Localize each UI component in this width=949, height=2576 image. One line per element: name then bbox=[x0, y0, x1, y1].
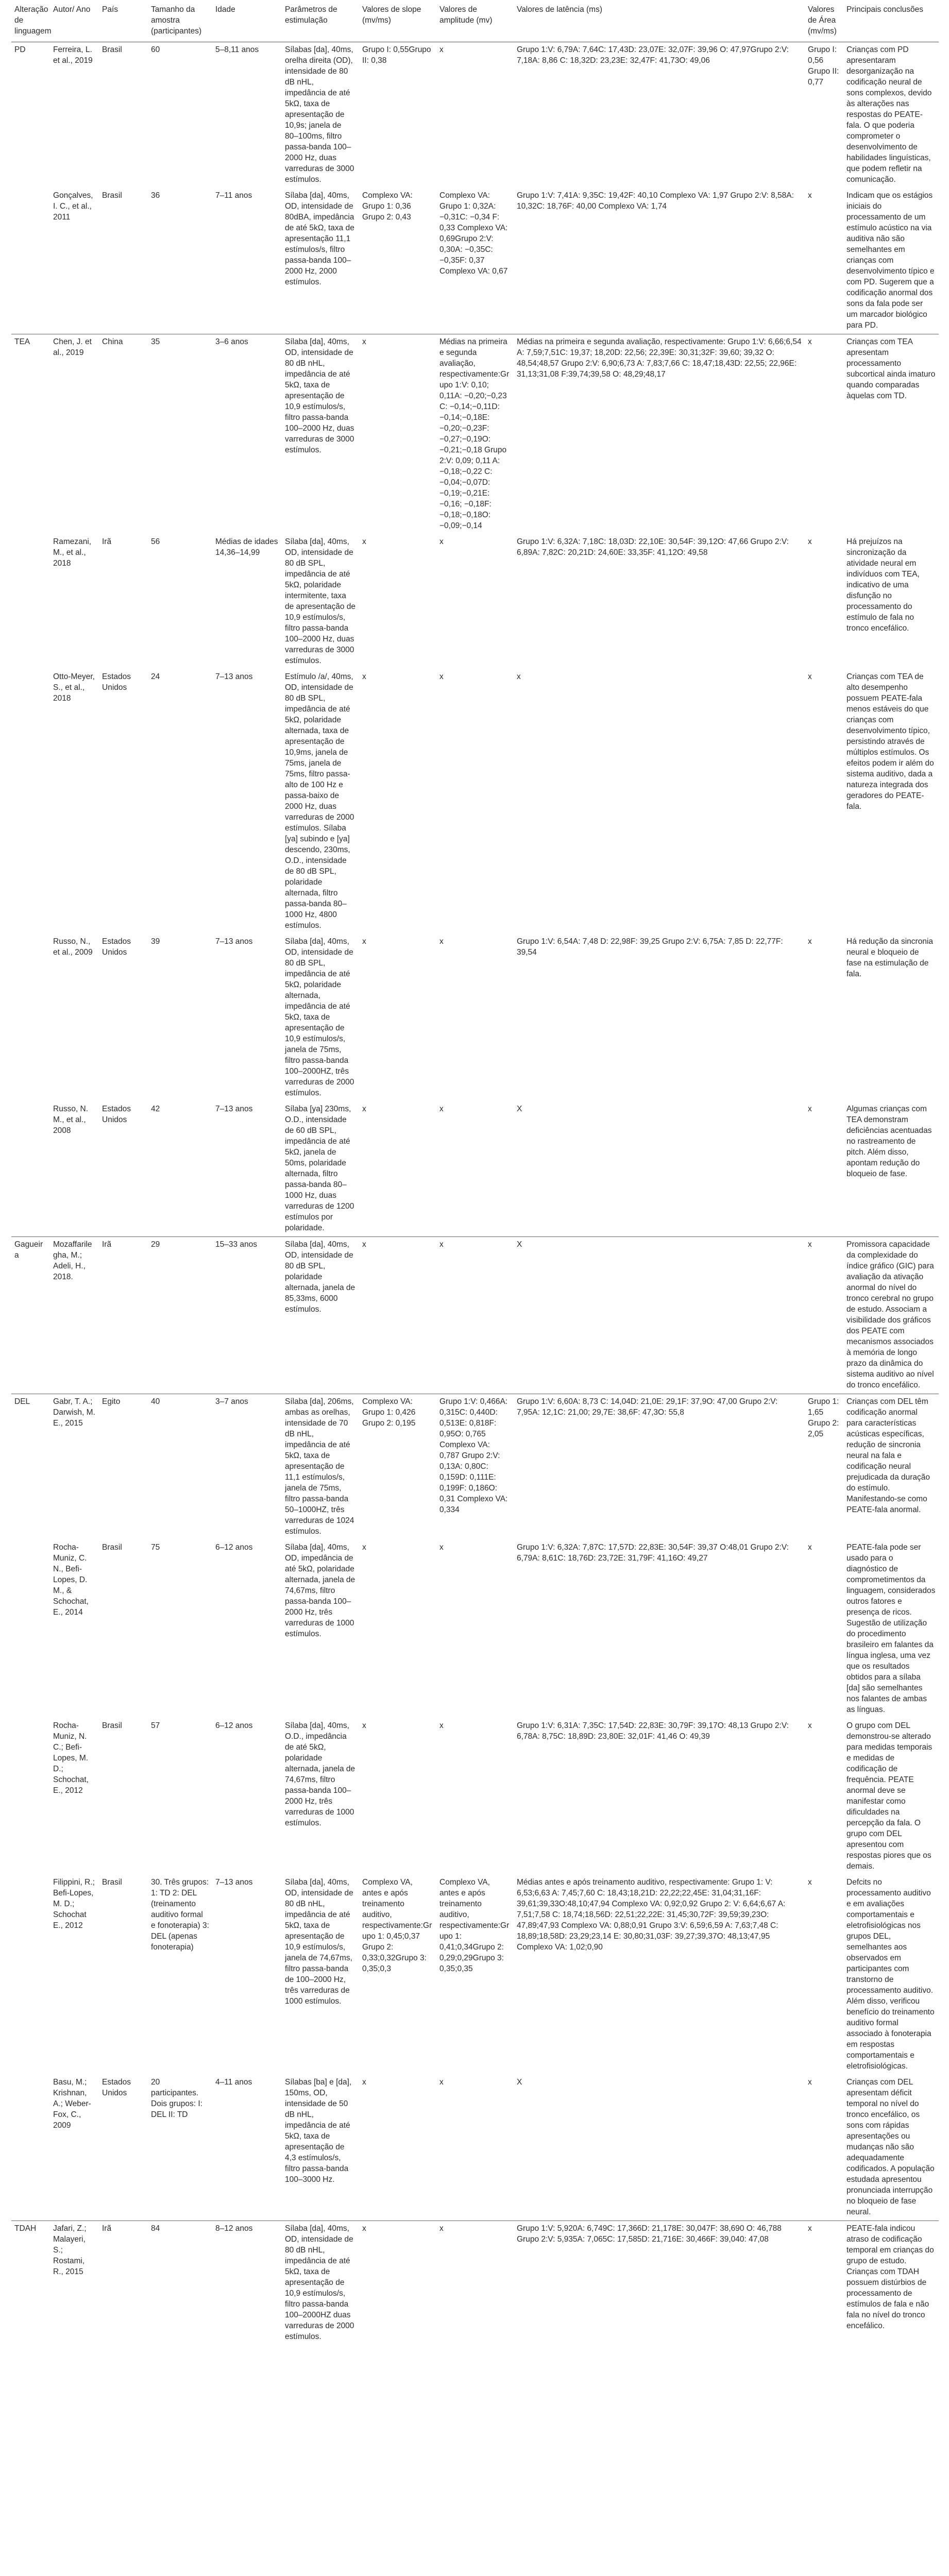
cell-alteracao bbox=[11, 188, 50, 334]
header-amplitude: Valores de amplitude (mv) bbox=[436, 0, 514, 42]
cell-autor-ano: Basu, M.; Krishnan, A.; Weber-Fox, C., 2009 bbox=[53, 2078, 91, 2130]
cell-amplitude: x bbox=[439, 1543, 444, 1552]
cell-amplitude: Complexo VA: Grupo 1: 0,32A: −0,31C: −0,34 F: 0,33 Complexo VA: 0,69Grupo 2:V: 0,30A: −0,35C: −0,35F: 0,37 Complexo VA: 0,67 bbox=[439, 191, 508, 276]
cell-parametros: Sílaba [da], 40ms, OD, intensidade de 80 dB nHL, impedância de até 5kΩ, taxa de apresentação de 10,9 estímulos/s, filtro passa-banda 100–2000HZ duas varreduras de 2000 estímulos. bbox=[282, 2221, 359, 2346]
cell-tamanho-amostra: 56 bbox=[151, 537, 160, 546]
cell-idade: 8–12 anos bbox=[212, 2221, 282, 2346]
cell-conclusoes: PEATE-fala indicou atraso de codificação temporal em crianças do grupo de estudo. Crianças com TDAH possuem distúrbios de processamento de estímulos de fala e não fala no nível do tronco encefálico. bbox=[843, 2221, 939, 2346]
cell-parametros: Estímulo /a/, 40ms, OD, intensidade de 80 dB SPL, impedância de até 5kΩ, polaridade alternada, taxa de apresentação de 10,9ms, janela de 75ms, janela de 75ms, filtro passa-alto de 100 Hz e passa-baixo de 2000 Hz, duas varreduras de 2000 estímulos. Sílaba [ya] subindo e [ya] descendo, 230ms, O.D., intensidade de 80 dB SPL, polaridade alternada, filtro passa-banda 80–1000 Hz, 4800 estímulos. bbox=[285, 672, 354, 930]
cell-latencia: Grupo 1:V: 6,60A: 8,73 C: 14,04D: 21,0E: 29,1F: 37,9O: 47,00 Grupo 2:V: 7,95A: 12,1C: 21,00; 29,7E: 38,6F: 47,3O: 55,8 bbox=[514, 1394, 805, 1540]
cell-autor-ano: Ferreira, L. et al., 2019 bbox=[53, 45, 93, 65]
cell-conclusoes: Crianças com TEA de alto desempenho possuem PEATE-fala menos estáveis do que crianças com desenvolvimento típico, persistindo através de múltiplos estímulos. Os efeitos podem ir além do sistema auditivo, dada a natureza integrada dos geradores do PEATE-fala. bbox=[846, 672, 934, 811]
cell-tamanho-amostra: 84 bbox=[148, 2221, 212, 2346]
cell-alteracao: TDAH bbox=[11, 2221, 50, 2346]
cell-latencia: X bbox=[517, 1105, 522, 1113]
cell-pais: Brasil bbox=[102, 1543, 122, 1552]
cell-conclusoes: Crianças com DEL apresentam déficit temporal no nível do tronco encefálico, os sons com rápidas apresentações ou mudanças não são adequadamente codificados. A população estudada apresentou pronunciada interrupção no bloqueio de fase neural. bbox=[846, 2078, 935, 2216]
cell-slope: x bbox=[359, 2221, 436, 2346]
cell-autor-ano: Gabr, T. A.; Darwish, M. E., 2015 bbox=[50, 1394, 99, 1540]
cell-amplitude: x bbox=[436, 1237, 514, 1394]
cell-conclusoes: Crianças com TEA apresentam processamento subcortical ainda imaturo quando comparadas àquelas com TD. bbox=[843, 334, 939, 535]
cell-parametros: Sílaba [da], 206ms, ambas as orelhas, intensidade de 70 dB nHL, impedância de até 5kΩ, taxa de apresentação de 11,1 estímulos/s, janela de 75ms, filtro passa-banda 50–1000HZ, três varreduras de 1024 estímulos. bbox=[282, 1394, 359, 1540]
cell-amplitude: x bbox=[439, 2078, 444, 2087]
cell-pais: Irã bbox=[99, 2221, 148, 2346]
cell-latencia: Médias antes e após treinamento auditivo, respectivamente: Grupo 1: V: 6,53;6,63 A: 7,45;7,60 C: 18,43;18,21D: 22,22;22,45E: 31,04;31,16F: 39,61;39,33O:48,10;47,94 Complexo VA: 0,92;0,92 Grupo 2: V: 6,64;6,67 A: 7,51;7,58 C: 18,74;18,56D: 22,51;22,22E: 31,45;30,72F: 39,59;39,23O: 47,89;47,93 Complexo VA: 0,88;0,91 Grupo 3:V: 6,59;6,59 A: 7,63;7,48 C: 18,89;18,58D: 23,29;23,14 E: 30,80;31,03F: 39,27;39,37O: 48,13;47,95 Complexo VA: 1,02;0,90 bbox=[517, 1878, 786, 1952]
cell-slope: x bbox=[359, 1237, 436, 1394]
cell-area: x bbox=[808, 1543, 812, 1552]
table-row bbox=[11, 1875, 939, 2075]
cell-slope: x bbox=[362, 2078, 366, 2087]
table-row bbox=[11, 1101, 939, 1237]
cell-amplitude: x bbox=[439, 937, 444, 946]
cell-autor-ano: Jafari, Z.; Malayeri, S.; Rostami, R., 2015 bbox=[50, 2221, 99, 2346]
cell-autor-ano: Rocha-Muniz, N. C.; Befi-Lopes, M. D.; Schochat, E., 2012 bbox=[53, 1721, 89, 1795]
cell-conclusoes: Promissora capacidade da complexidade do índice gráfico (GIC) para avaliação da ativação anormal do nível do tronco cerebral no grupo de estudo. Associam a visibilidade dos gráficos dos PEATE com mecanismos associados à memória de longo prazo da dinâmica do sistema auditivo ao nível do tronco encefálico. bbox=[843, 1237, 939, 1394]
cell-latencia: x bbox=[517, 672, 521, 681]
cell-idade: 3–6 anos bbox=[212, 334, 282, 535]
cell-area: x bbox=[805, 2221, 843, 2346]
cell-parametros: Sílaba [da], 40ms, OD, intensidade de 80 dB nHL, impedância de até 5kΩ, taxa de apresentação de 10,9 estímulos/s, janela de 74,67ms, filtro passa-banda de 100–2000 Hz, três varreduras de 1000 estímulos. bbox=[285, 1878, 353, 2006]
cell-amplitude: Médias na primeira e segunda avaliação, respectivamente:Grupo 1:V: 0,10; 0,11A: −0,20;−0,23 C: −0,14;−0,11D: −0,14;−0,18E: −0,20;−0,23F: −0,27;−0,19O: −0,21;−0,18 Grupo 2:V: 0,09; 0,11 A: −0,18;−0,22 C: −0,04;−0,07D: −0,19;−0,21E: −0,16; −0,18F: −0,18;−0,18O: −0,09;−0,14 bbox=[436, 334, 514, 535]
cell-slope: x bbox=[362, 672, 366, 681]
cell-tamanho-amostra: 60 bbox=[151, 45, 160, 54]
cell-latencia: Grupo 1:V: 6,32A: 7,87C: 17,57D: 22,83E: 30,54F: 39,37 O:48,01 Grupo 2:V: 6,79A: 8,61C: 18,76D: 23,72E: 31,79F: 41,16O: 49,27 bbox=[517, 1543, 789, 1563]
cell-alteracao: Gagueira bbox=[11, 1237, 50, 1394]
cell-slope: Complexo VA, antes e após treinamento auditivo, respectivamente:Grupo 1: 0,45;0,37 Grupo 2: 0,33;0,32Grupo 3: 0,35;0,3 bbox=[362, 1878, 432, 1973]
cell-area: Grupo 1: 1,65 Grupo 2: 2,05 bbox=[805, 1394, 843, 1540]
cell-tamanho-amostra: 75 bbox=[151, 1543, 160, 1552]
cell-alteracao bbox=[11, 669, 50, 934]
header-pais: País bbox=[99, 0, 148, 42]
cell-tamanho-amostra: 24 bbox=[151, 672, 160, 681]
cell-latencia: Grupo 1:V: 6,79A: 7,64C: 17,43D: 23,07E: 32,07F: 39,96 O: 47,97Grupo 2:V: 7,18A: 8,86 C: 18,32D: 23,23E: 32,47F: 41,73O: 49,06 bbox=[517, 45, 789, 65]
cell-tamanho-amostra: 20 participantes. Dois grupos: I: DEL II: TD bbox=[151, 2078, 202, 2119]
cell-latencia: Grupo 1:V: 5,920A: 6,749C: 17,366D: 21,178E: 30,047F: 38,690 O: 46,788 Grupo 2:V: 5,935A: 7,065C: 17,585D: 21,716E: 30,466F: 39,040: 47,08 bbox=[514, 2221, 805, 2346]
table-row bbox=[11, 188, 939, 334]
cell-autor-ano: Ramezani, M., et al., 2018 bbox=[53, 537, 92, 568]
cell-latencia: X bbox=[514, 1237, 805, 1394]
cell-slope: Complexo VA: Grupo 1: 0,36 Grupo 2: 0,43 bbox=[362, 191, 413, 222]
cell-conclusoes: PEATE-fala pode ser usado para o diagnóstico de comprometimentos da linguagem, considerados outros fatores e presença de ricos. Sugestão de utilização do procedimento brasileiro em falantes da língua inglesa, uma vez que os resultados obtidos para a sílaba [da] são semelhantes nos falantes de ambas as línguas. bbox=[846, 1543, 936, 1714]
cell-slope: x bbox=[362, 1543, 366, 1552]
cell-idade: 6–12 anos bbox=[215, 1543, 253, 1552]
cell-tamanho-amostra: 36 bbox=[151, 191, 160, 200]
cell-conclusoes: Há redução da sincronia neural e bloqueio de fase na estimulação de fala. bbox=[846, 937, 934, 978]
cell-area: x bbox=[805, 1237, 843, 1394]
cell-area: x bbox=[808, 937, 812, 946]
cell-alteracao: TEA bbox=[11, 334, 50, 535]
table-row bbox=[11, 334, 939, 535]
cell-pais: Estados Unidos bbox=[102, 1105, 131, 1124]
cell-alteracao: PD bbox=[14, 45, 26, 54]
cell-conclusoes: O grupo com DEL demonstrou-se alterado para medidas temporais e medidas de codificação de frequência. PEATE anormal deve se manifestar como dificuldades na percepção da fala. O grupo com DEL apresentou com respostas piores que os demais. bbox=[846, 1721, 933, 1871]
cell-parametros: Sílaba [da], 40ms, O.D., impedância de até 5kΩ, polaridade alternada, janela de 74,67ms, filtro passa-banda 100–2000 Hz, três varreduras de 1000 estímulos. bbox=[285, 1721, 355, 1827]
cell-area: Grupo I: 0,56 Grupo II: 0,77 bbox=[808, 45, 839, 87]
cell-area: x bbox=[808, 1105, 812, 1113]
cell-autor-ano: Gonçalves, I. C., et al., 2011 bbox=[53, 191, 93, 222]
cell-idade: 6–12 anos bbox=[215, 1721, 253, 1730]
cell-autor-ano: Chen, J. et al., 2019 bbox=[50, 334, 99, 535]
cell-idade: 7–13 anos bbox=[215, 1105, 253, 1113]
cell-amplitude: x bbox=[436, 2221, 514, 2346]
cell-parametros: Sílaba [da], 40ms, OD, intensidade de 80 dB SPL, polaridade alternada, janela de 85,33ms, 6000 estímulos. bbox=[282, 1237, 359, 1394]
cell-conclusoes: Algumas crianças com TEA demonstram deficiências acentuadas no rastreamento de pitch. Além disso, apontam redução do bloqueio de fase. bbox=[846, 1105, 932, 1178]
cell-slope: x bbox=[359, 334, 436, 535]
cell-area: x bbox=[808, 191, 812, 200]
cell-alteracao bbox=[11, 2075, 50, 2221]
table-row bbox=[11, 42, 939, 189]
cell-conclusoes: Crianças com PD apresentaram desorganização na codificação neural de sons complexos, devido às alterações nas respostas do PEATE-fala. O que poderia comprometer o desenvolvimento de habilidades linguísticas, que podem refletir na comunicação. bbox=[846, 45, 932, 184]
cell-slope: x bbox=[362, 937, 366, 946]
cell-pais: Estados Unidos bbox=[102, 672, 131, 692]
cell-amplitude: Complexo VA, antes e após treinamento auditivo, respectivamente:Grupo 1: 0,41;0,34Grupo 2: 0,29;0,29Grupo 3: 0,35;0,35 bbox=[439, 1878, 510, 1973]
cell-autor-ano: Mozaffarilegha, M.; Adeli, H., 2018. bbox=[50, 1237, 99, 1394]
cell-conclusoes: Crianças com DEL têm codificação anormal para características acústicas específicas, redução de sincronia neural na fala e codificação neural prejudicada da duração do estímulo. Manifestando-se como PEATE-fala anormal. bbox=[843, 1394, 939, 1540]
cell-alteracao bbox=[11, 1718, 50, 1875]
cell-parametros: Sílaba [da], 40ms, OD, intensidade de 80dBA, impedância de até 5kΩ, taxa de apresentação 11,1 estímulos/s, filtro passa-banda 100–2000 Hz, 2000 estímulos. bbox=[285, 191, 354, 286]
cell-tamanho-amostra: 30. Três grupos: 1: TD 2: DEL (treinamento auditivo formal e fonoterapia) 3: DEL (apenas fonoterapia) bbox=[151, 1878, 209, 1952]
cell-idade: 15–33 anos bbox=[212, 1237, 282, 1394]
table-body bbox=[11, 42, 939, 2346]
cell-tamanho-amostra: 29 bbox=[148, 1237, 212, 1394]
cell-parametros: Sílaba [da], 40ms, OD, intensidade de 80 dB SPL, impedância de até 5kΩ, polaridade alternada, impedância de até 5kΩ, taxa de apresentação de 10,9 estímulos/s, janela de 75ms, filtro passa-banda 100–2000HZ, três varreduras de 2000 estímulos. bbox=[285, 937, 354, 1097]
results-table bbox=[11, 0, 939, 2345]
cell-tamanho-amostra: 39 bbox=[151, 937, 160, 946]
cell-alteracao bbox=[11, 1875, 50, 2075]
header-autor-ano: Autor/ Ano bbox=[50, 0, 99, 42]
cell-amplitude: x bbox=[439, 537, 444, 546]
cell-tamanho-amostra: 42 bbox=[151, 1105, 160, 1113]
cell-alteracao bbox=[11, 934, 50, 1101]
cell-conclusoes: Indicam que os estágios iniciais do processamento de um estímulo acústico na via auditiva não são semelhantes em crianças com desenvolvimento típico e com PD. Sugerem que a codificação anormal dos sons da fala pode ser um marcador biológico para PD. bbox=[846, 191, 935, 330]
header-slope: Valores de slope (mv/ms) bbox=[359, 0, 436, 42]
cell-idade: 7–13 anos bbox=[215, 672, 253, 681]
table-row bbox=[11, 2221, 939, 2346]
cell-alteracao: DEL bbox=[11, 1394, 50, 1540]
cell-area: x bbox=[808, 672, 812, 681]
cell-pais: Estados Unidos bbox=[102, 937, 131, 957]
cell-alteracao bbox=[11, 1540, 50, 1718]
cell-amplitude: x bbox=[439, 45, 444, 54]
table-row bbox=[11, 1540, 939, 1718]
header-row bbox=[11, 0, 939, 42]
cell-autor-ano: Russo, N. M., et al., 2008 bbox=[53, 1105, 89, 1135]
cell-pais: Irã bbox=[102, 537, 112, 546]
header-idade: Idade bbox=[212, 0, 282, 42]
cell-pais: China bbox=[99, 334, 148, 535]
cell-area: x bbox=[808, 537, 812, 546]
cell-pais: Brasil bbox=[102, 191, 122, 200]
cell-idade: 7–11 anos bbox=[215, 191, 252, 200]
cell-idade: 7–13 anos bbox=[215, 1878, 253, 1887]
cell-pais: Brasil bbox=[102, 1721, 122, 1730]
cell-pais: Brasil bbox=[102, 45, 122, 54]
cell-slope: x bbox=[362, 537, 366, 546]
cell-latencia: Médias na primeira e segunda avaliação, respectivamente: Grupo 1:V: 6,66;6,54 A: 7,59;7,51C: 19,37; 18,20D: 22,56; 22,39E: 30,31;32F: 39,60; 39,32 O: 48,54;48,57 Grupo 2:V: 6,90;6,73 A: 7,83;7,66 C: 18,47;18,43D: 22,55; 22,96E: 31,13;31,08 F:39,74;39,58 O: 48,29;48,17 bbox=[514, 334, 805, 535]
cell-slope: x bbox=[362, 1105, 366, 1113]
cell-area: x bbox=[805, 334, 843, 535]
cell-parametros: Sílaba [da], 40ms, OD, intensidade de 80 dB SPL, impedância de até 5kΩ, polaridade intermitente, taxa de apresentação de 10,9 estímulos/s, filtro passa-banda 100–2000 Hz, duas varreduras de 3000 estímulos. bbox=[285, 537, 356, 665]
header-area: Valores de Área (mv/ms) bbox=[805, 0, 843, 42]
cell-amplitude: x bbox=[439, 1721, 444, 1730]
cell-area: x bbox=[808, 1878, 812, 1887]
table-row bbox=[11, 2075, 939, 2221]
cell-idade: Médias de idades 14,36–14,99 bbox=[215, 537, 278, 557]
header-parametros: Parâmetros de estimulação bbox=[282, 0, 359, 42]
cell-latencia: X bbox=[517, 2078, 522, 2087]
cell-slope: Complexo VA: Grupo 1: 0,426 Grupo 2: 0,195 bbox=[359, 1394, 436, 1540]
cell-tamanho-amostra: 40 bbox=[148, 1394, 212, 1540]
cell-parametros: Sílaba [ya] 230ms, O.D., intensidade de 60 dB SPL, impedância de até 5kΩ, janela de 50ms, polaridade alternada, filtro passa-banda 80–1000 Hz, duas varreduras de 1200 estímulos por polaridade. bbox=[285, 1105, 354, 1232]
cell-latencia: Grupo 1:V: 6,54A: 7,48 D: 22,98F: 39,25 Grupo 2:V: 6,75A: 7,85 D: 22,77F: 39,54 bbox=[517, 937, 783, 957]
cell-parametros: Sílaba [da], 40ms, OD, impedância de até 5kΩ, polaridade alternada, janela de 74,67ms, filtro passa-banda 100–2000 Hz, três varreduras de 1000 estímulos. bbox=[285, 1543, 355, 1638]
cell-idade: 7–13 anos bbox=[215, 937, 253, 946]
cell-parametros: Sílaba [da], 40ms, OD, intensidade de 80 dB nHL, impedância de até 5kΩ, taxa de apresentação de 10,9 estímulos/s, filtro passa-banda 100–2000 Hz, duas varreduras de 3000 estímulos. bbox=[282, 334, 359, 535]
cell-idade: 5–8,11 anos bbox=[215, 45, 259, 54]
cell-parametros: Sílabas [da], 40ms, orelha direita (OD), intensidade de 80 dB nHL, impedância de até 5kΩ, taxa de apresentação de 10,9s; janela de 80–100ms, filtro passa-banda 100–2000 Hz, duas varreduras de 3000 estímulos. bbox=[285, 45, 354, 184]
cell-area: x bbox=[808, 1721, 812, 1730]
table-row bbox=[11, 934, 939, 1101]
table-row bbox=[11, 669, 939, 934]
header-conclusoes: Principais conclusões bbox=[843, 0, 939, 42]
cell-conclusoes: Há prejuízos na sincronização da atividade neural em indivíduos com TEA, indicativo de uma disfunção no processamento do estímulo de fala no tronco encefálico. bbox=[846, 537, 920, 633]
cell-conclusoes: Defcits no processamento auditivo e em avaliações comportamentais e eletrofisiológicas nos grupos DEL, semelhantes aos observados em participantes com transtorno de processamento auditivo. Além disso, verificou benefício do treinamento auditivo formal associado à fonoterapia em respostas comportamentais e eletrofisiológicas. bbox=[846, 1878, 935, 2071]
cell-pais: Egito bbox=[99, 1394, 148, 1540]
table-row bbox=[11, 1394, 939, 1540]
cell-latencia: Grupo 1:V: 7,41A: 9,35C: 19,42F: 40,10 Complexo VA: 1,97 Grupo 2:V: 8,58A: 10,32C: 18,76F: 40,00 Complexo VA: 1,74 bbox=[517, 191, 794, 211]
cell-tamanho-amostra: 57 bbox=[151, 1721, 160, 1730]
cell-amplitude: x bbox=[439, 672, 444, 681]
cell-autor-ano: Russo, N., et al., 2009 bbox=[53, 937, 93, 957]
cell-idade: 3–7 anos bbox=[212, 1394, 282, 1540]
cell-area: x bbox=[808, 2078, 812, 2087]
header-alteracao: Alteração de linguagem bbox=[11, 0, 50, 42]
table-row bbox=[11, 534, 939, 669]
table-row bbox=[11, 1237, 939, 1394]
cell-pais: Irã bbox=[99, 1237, 148, 1394]
header-latencia: Valores de latência (ms) bbox=[514, 0, 805, 42]
cell-alteracao bbox=[11, 534, 50, 669]
cell-parametros: Sílabas [ba] e [da], 150ms, OD, intensidade de 50 dB nHL, impedância de até 5kΩ, taxa de apresentação de 4,3 estímulos/s, filtro passa-banda 100–3000 Hz. bbox=[285, 2078, 352, 2184]
cell-slope: Grupo I: 0,55Grupo II: 0,38 bbox=[362, 45, 431, 65]
table-row bbox=[11, 1718, 939, 1875]
cell-idade: 4–11 anos bbox=[215, 2078, 252, 2087]
header-tamanho-amostra: Tamanho da amostra (participantes) bbox=[148, 0, 212, 42]
cell-autor-ano: Otto-Meyer, S., et al., 2018 bbox=[53, 672, 95, 703]
cell-pais: Brasil bbox=[102, 1878, 122, 1887]
cell-alteracao bbox=[11, 1101, 50, 1237]
cell-amplitude: x bbox=[439, 1105, 444, 1113]
cell-latencia: Grupo 1:V: 6,32A: 7,18C: 18,03D: 22,10E: 30,54F: 39,12O: 47,66 Grupo 2:V: 6,89A: 7,82C: 20,21D: 24,60E: 33,35F: 41,12O: 49,58 bbox=[517, 537, 789, 557]
cell-slope: x bbox=[362, 1721, 366, 1730]
cell-pais: Estados Unidos bbox=[102, 2078, 131, 2097]
cell-amplitude: Grupo 1:V: 0,466A: 0,315C: 0,440D: 0,513E: 0,818F: 0,95O: 0,765 Complexo VA: 0,787 Grupo 2:V: 0,13A: 0,80C: 0,159D: 0,111E: 0,199F: 0,186O: 0,31 Complexo VA: 0,334 bbox=[436, 1394, 514, 1540]
cell-autor-ano: Rocha-Muniz, C. N., Befi-Lopes, D. M., & Schochat, E., 2014 bbox=[53, 1543, 89, 1617]
cell-latencia: Grupo 1:V: 6,31A: 7,35C: 17,54D: 22,83E: 30,79F: 39,17O: 48,13 Grupo 2:V: 6,78A: 8,75C: 18,89D: 23,80E: 32,01F: 41,46 O: 49,39 bbox=[517, 1721, 789, 1741]
cell-autor-ano: Filippini, R.; Befi-Lopes, M. D.; Schochat E., 2012 bbox=[53, 1878, 95, 1930]
cell-tamanho-amostra: 35 bbox=[148, 334, 212, 535]
